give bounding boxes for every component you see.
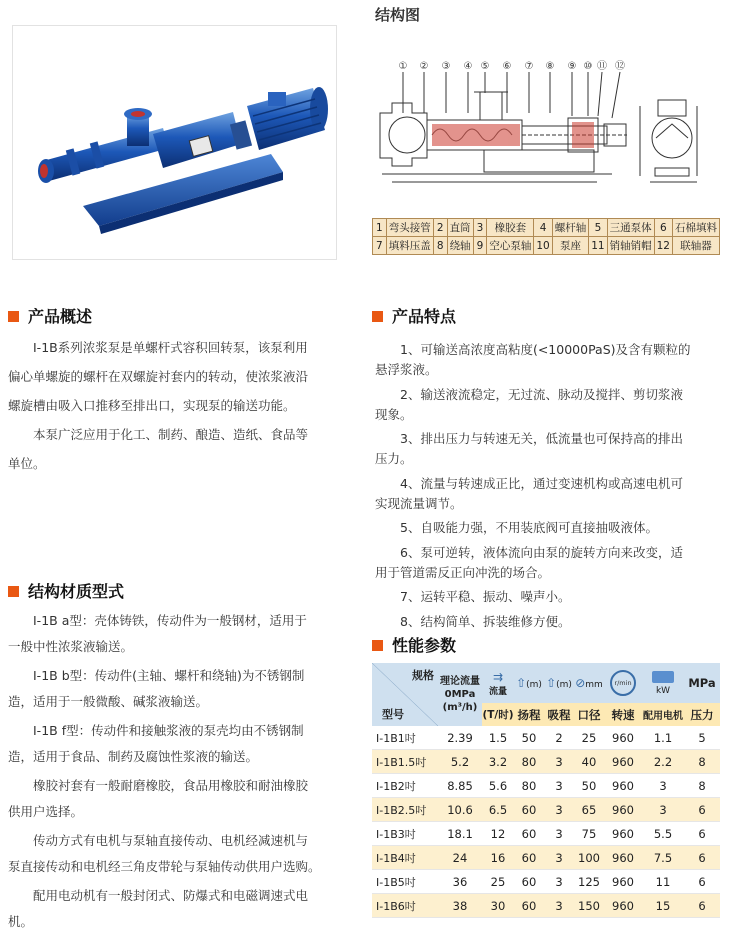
flow-theory-unit-b: (m³/h) — [442, 702, 478, 713]
spec-cell: 6 — [684, 798, 720, 822]
part-name: 泵座 — [552, 237, 589, 255]
part-number: 9 — [473, 237, 487, 255]
parts-table — [372, 218, 720, 255]
spec-cell: 11 — [642, 870, 684, 894]
lift-unit: (m) — [526, 680, 542, 690]
feature-line: 压力。 — [375, 451, 413, 467]
materials-heading — [8, 579, 124, 602]
model-cell: I-1B3吋 — [372, 822, 438, 846]
spec-cell: 18.1 — [438, 822, 482, 846]
model-cell: I-1B5吋 — [372, 870, 438, 894]
spec-cell: 100 — [574, 846, 604, 870]
flow-icon-cell — [482, 663, 514, 703]
motor-label: 配用电机 — [642, 703, 684, 726]
spec-cell: 3.2 — [482, 750, 514, 774]
rotation-icon — [610, 670, 636, 696]
spec-cell: 2 — [544, 726, 574, 750]
part-name: 直筒 — [447, 219, 473, 237]
pump-illustration — [13, 26, 336, 259]
spec-cell: 65 — [574, 798, 604, 822]
spec-cell: 960 — [604, 894, 642, 918]
flow-arrows-icon: ⇉ — [492, 669, 504, 684]
model-cell: I-1B2吋 — [372, 774, 438, 798]
diameter-label: 口径 — [574, 703, 604, 726]
spec-cell: 60 — [514, 894, 544, 918]
spec-cell: 6 — [684, 822, 720, 846]
spec-cell: 8.85 — [438, 774, 482, 798]
overview-line: 螺旋槽由吸入口推移至排出口，实现泵的输送功能。 — [8, 398, 296, 413]
spec-cell: 25 — [482, 870, 514, 894]
part-number: 6 — [654, 219, 672, 237]
part-name: 螺杆轴 — [552, 219, 589, 237]
part-number: 1 — [373, 219, 387, 237]
part-name: 弯头接管 — [386, 219, 433, 237]
up-arrow-icon: ⇧ — [546, 676, 557, 690]
spec-row — [372, 870, 720, 894]
spec-cell: 24 — [438, 846, 482, 870]
features-text — [375, 340, 723, 632]
spec-cell: 60 — [514, 798, 544, 822]
spec-cell: 3 — [642, 798, 684, 822]
structure-title: 结构图 — [375, 6, 421, 24]
spec-cell: 3 — [544, 846, 574, 870]
part-name: 绕轴 — [447, 237, 473, 255]
speed-label: 转速 — [604, 703, 642, 726]
bullet-square-icon — [372, 640, 383, 651]
part-number: 4 — [534, 219, 552, 237]
spec-cell: 7.5 — [642, 846, 684, 870]
part-name: 石棉填料 — [673, 219, 720, 237]
materials-line: 供用户选择。 — [8, 804, 84, 819]
feature-line: 4、流量与转速成正比，通过变速机构或高速电机可 — [400, 475, 683, 491]
spec-cell: 3 — [544, 774, 574, 798]
part-number: 3 — [473, 219, 487, 237]
spec-cell: 1.5 — [482, 726, 514, 750]
flow-theory-header — [438, 663, 482, 726]
feature-line: 实现流量调节。 — [375, 496, 463, 512]
spec-cell: 3 — [642, 774, 684, 798]
structure-diagram — [372, 58, 720, 218]
feature-line: 2、输送液流稳定，无过流、脉动及搅拌、剪切浆液 — [400, 386, 683, 402]
motor-unit: kW — [655, 685, 671, 696]
features-title: 产品特点 — [392, 307, 457, 326]
overview-heading — [8, 304, 92, 327]
materials-line: 造，适用于食品、制药及腐蚀性浆液的输送。 — [8, 749, 259, 764]
spec-row — [372, 798, 720, 822]
features-heading — [372, 304, 456, 327]
spec-cell: 50 — [574, 774, 604, 798]
callout-number: ⑨ — [567, 61, 577, 72]
feature-line: 7、运转平稳、振动、噪声小。 — [400, 589, 571, 605]
spec-cell: 36 — [438, 870, 482, 894]
spec-label: 规格 — [412, 669, 434, 682]
parts-row — [373, 219, 720, 237]
materials-line: I-1B a型：壳体铸铁，传动件为一般钢材，适用于 — [33, 613, 307, 628]
model-cell: I-1B4吋 — [372, 846, 438, 870]
spec-cell: 30 — [482, 894, 514, 918]
spec-cell: 960 — [604, 750, 642, 774]
spec-cell: 2.2 — [642, 750, 684, 774]
part-number: 7 — [373, 237, 387, 255]
parts-row — [373, 237, 720, 255]
spec-model-header — [372, 663, 438, 726]
callout-number: ② — [419, 61, 429, 72]
diameter-unit: mm — [585, 680, 603, 690]
product-photo — [12, 25, 337, 260]
spec-cell: 3 — [544, 750, 574, 774]
speed-unit: r/min — [614, 679, 632, 687]
spec-cell: 6 — [684, 846, 720, 870]
overview-line: 本泵广泛应用于化工、制药、酿造、造纸、食品等 — [33, 427, 309, 442]
flow-theory-unit-a: 0MPa — [444, 689, 476, 700]
spec-row — [372, 750, 720, 774]
callout-number: ⑫ — [615, 61, 625, 72]
overview-line: 单位。 — [8, 456, 46, 471]
pressure-label: 压力 — [684, 703, 720, 726]
spec-cell: 960 — [604, 798, 642, 822]
spec-row — [372, 774, 720, 798]
model-cell: I-1B6吋 — [372, 894, 438, 918]
spec-cell: 10.6 — [438, 798, 482, 822]
bullet-square-icon — [8, 586, 19, 597]
spec-cell: 3 — [544, 798, 574, 822]
suction-label: 吸程 — [544, 703, 574, 726]
spec-row — [372, 726, 720, 750]
performance-table — [372, 663, 720, 918]
materials-line: 泵直接传动和电机经三角皮带轮与泵轴传动供用户选购。 — [8, 859, 321, 874]
pressure-unit-cell — [684, 663, 720, 703]
spec-cell: 6 — [684, 870, 720, 894]
part-number: 2 — [433, 219, 447, 237]
feature-line: 悬浮浆液。 — [375, 362, 438, 378]
spec-cell: 5 — [684, 726, 720, 750]
model-label: 型号 — [382, 708, 404, 721]
materials-line: I-1B f型：传动件和接触浆液的泵壳均由不锈钢制 — [33, 723, 304, 738]
spec-cell: 5.2 — [438, 750, 482, 774]
feature-line: 5、自吸能力强，不用装底阀可直接抽吸液体。 — [400, 520, 658, 536]
part-name: 销轴销帽 — [607, 237, 654, 255]
up-arrow-icon: ⇧ — [516, 676, 527, 690]
spec-cell: 960 — [604, 870, 642, 894]
suction-icon-cell — [544, 663, 574, 703]
feature-line: 3、排出压力与转速无关，低流量也可保持高的排出 — [400, 431, 683, 447]
model-cell: I-1B2.5吋 — [372, 798, 438, 822]
materials-line: 传动方式有电机与泵轴直接传动、电机经减速机与 — [33, 833, 309, 848]
spec-cell: 38 — [438, 894, 482, 918]
part-number: 12 — [654, 237, 672, 255]
spec-cell: 80 — [514, 774, 544, 798]
materials-line: 橡胶衬套有一般耐磨橡胶，食品用橡胶和耐油橡胶 — [33, 778, 309, 793]
callout-number: ⑧ — [545, 61, 555, 72]
callout-number: ⑩ — [583, 61, 593, 72]
flow-label: 流量 — [488, 686, 507, 697]
spec-cell: 2.39 — [438, 726, 482, 750]
performance-heading — [372, 633, 456, 656]
spec-cell: 960 — [604, 822, 642, 846]
overview-line: I-1B系列浓浆泵是单螺杆式容积回转泵，该泵利用 — [33, 340, 308, 355]
materials-line: 一般中性浓浆液输送。 — [8, 639, 134, 654]
materials-text — [8, 611, 328, 932]
spec-cell: 8 — [684, 774, 720, 798]
motor-icon — [652, 671, 674, 683]
spec-cell: 150 — [574, 894, 604, 918]
spec-cell: 5.5 — [642, 822, 684, 846]
spec-cell: 3 — [544, 822, 574, 846]
spec-cell: 8 — [684, 750, 720, 774]
spec-cell: 1.1 — [642, 726, 684, 750]
part-name: 联轴器 — [673, 237, 720, 255]
flow-unit: (T/时) — [482, 703, 514, 726]
callout-number: ③ — [441, 61, 451, 72]
suction-unit: (m) — [556, 680, 572, 690]
spec-cell: 3 — [544, 894, 574, 918]
bullet-square-icon — [372, 311, 383, 322]
part-number: 8 — [433, 237, 447, 255]
model-cell: I-1B1.5吋 — [372, 750, 438, 774]
callout-number: ⑥ — [502, 61, 512, 72]
spec-cell: 25 — [574, 726, 604, 750]
spec-cell: 960 — [604, 774, 642, 798]
materials-line: 机。 — [8, 914, 34, 929]
spec-row — [372, 846, 720, 870]
spec-cell: 5.6 — [482, 774, 514, 798]
spec-cell: 960 — [604, 726, 642, 750]
callout-number: ⑤ — [480, 61, 490, 72]
materials-title: 结构材质型式 — [28, 582, 125, 601]
spec-cell: 60 — [514, 822, 544, 846]
overview-text — [8, 338, 328, 474]
lift-label: 扬程 — [514, 703, 544, 726]
performance-title: 性能参数 — [392, 636, 457, 655]
spec-cell: 125 — [574, 870, 604, 894]
part-name: 空心泵轴 — [487, 237, 534, 255]
part-name: 三通泵体 — [607, 219, 654, 237]
spec-cell: 80 — [514, 750, 544, 774]
spec-cell: 3 — [544, 870, 574, 894]
spec-cell: 40 — [574, 750, 604, 774]
callout-number: ⑪ — [597, 61, 607, 72]
diameter-icon: ⊘ — [575, 676, 586, 690]
spec-cell: 12 — [482, 822, 514, 846]
overview-line: 偏心单螺旋的螺杆在双螺旋衬套内的转动，使浓浆液沿 — [8, 369, 309, 384]
speed-icon-cell — [604, 663, 642, 703]
lift-icon-cell — [514, 663, 544, 703]
pressure-unit: MPa — [688, 676, 716, 690]
callout-number: ④ — [463, 61, 473, 72]
overview-title: 产品概述 — [28, 307, 93, 326]
bullet-square-icon — [8, 311, 19, 322]
feature-line: 用于管道需反正向冲洗的场合。 — [375, 564, 551, 580]
motor-icon-cell — [642, 663, 684, 703]
feature-line: 8、结构简单、拆装维修方便。 — [400, 613, 571, 629]
flow-theory-label: 理论流量 — [440, 676, 480, 687]
feature-line: 1、可输送高浓度高粘度(<10000PaS)及含有颗粒的 — [400, 342, 691, 357]
spec-cell: 60 — [514, 870, 544, 894]
feature-line: 现象。 — [375, 406, 413, 422]
spec-row — [372, 894, 720, 918]
callout-number: ① — [398, 61, 408, 72]
part-number: 10 — [534, 237, 552, 255]
materials-line: 造，适用于一般微酸、碱浆液输送。 — [8, 694, 209, 709]
spec-cell: 6 — [684, 894, 720, 918]
spec-cell: 15 — [642, 894, 684, 918]
spec-cell: 75 — [574, 822, 604, 846]
spec-cell: 6.5 — [482, 798, 514, 822]
diameter-icon-cell — [574, 663, 604, 703]
spec-cell: 60 — [514, 846, 544, 870]
part-number: 5 — [589, 219, 607, 237]
callout-number: ⑦ — [524, 61, 534, 72]
spec-row — [372, 822, 720, 846]
part-name: 橡胶套 — [487, 219, 534, 237]
part-number: 11 — [589, 237, 607, 255]
model-cell: I-1B1吋 — [372, 726, 438, 750]
spec-cell: 960 — [604, 846, 642, 870]
part-name: 填料压盖 — [386, 237, 433, 255]
spec-cell: 50 — [514, 726, 544, 750]
materials-line: I-1B b型：传动件(主轴、螺杆和绕轴)为不锈钢制 — [33, 668, 305, 683]
materials-line: 配用电动机有一般封闭式、防爆式和电磁调速式电 — [33, 888, 309, 903]
spec-cell: 16 — [482, 846, 514, 870]
feature-line: 6、泵可逆转，液体流向由泵的旋转方向来改变，适 — [400, 544, 683, 560]
